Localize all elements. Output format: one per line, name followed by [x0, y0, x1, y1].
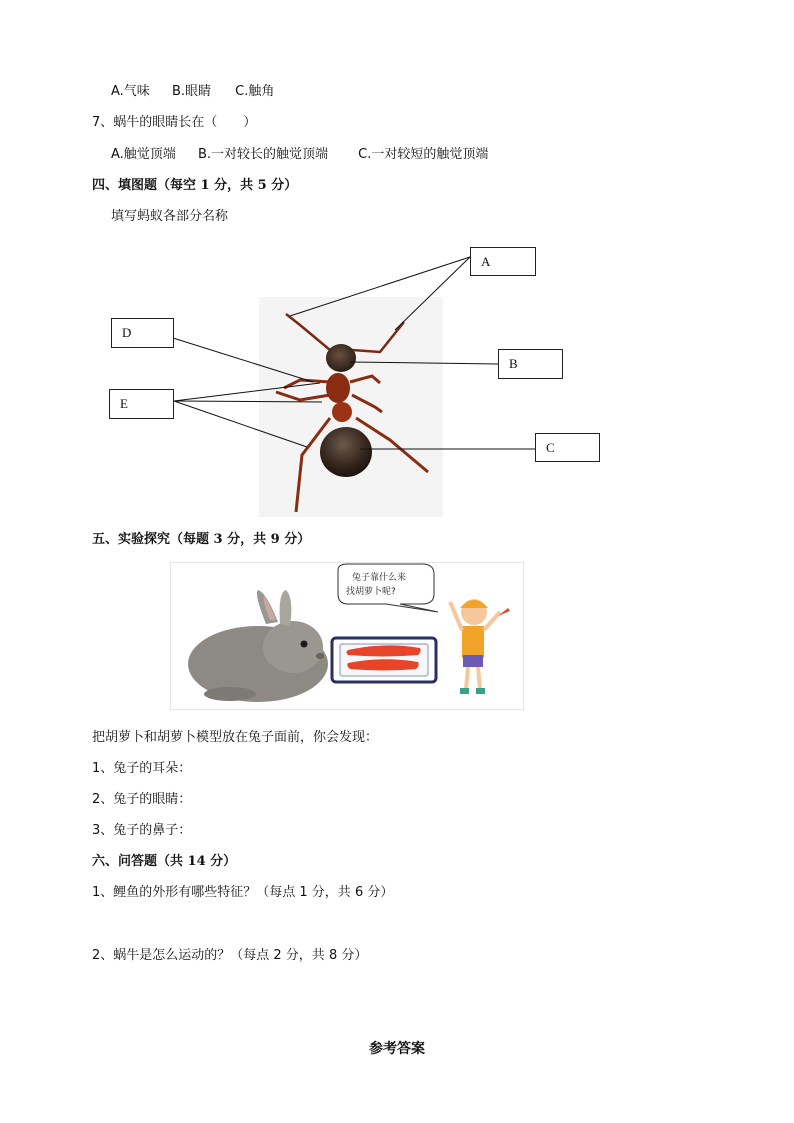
ant-photo-bg: [259, 297, 443, 517]
rabbit-carrot-illustration: [170, 562, 524, 710]
section5-title: 五、实验探究（每题 3 分，共 9 分）: [92, 532, 311, 547]
answers-title: 参考答案: [369, 1041, 425, 1057]
section6-title: 六、问答题（共 14 分）: [92, 854, 237, 869]
label-box-c[interactable]: C: [535, 433, 600, 462]
speech-line-1: 兔子靠什么来: [352, 573, 407, 583]
label-box-b[interactable]: B: [498, 349, 563, 379]
q6-option-a: A.气味: [111, 84, 150, 99]
q6-option-c: C.触角: [235, 84, 275, 99]
carrot-tray: [332, 638, 436, 682]
section5-item-ears: 1、兔子的耳朵：: [92, 761, 192, 776]
q7-option-b: B.一对较长的触觉顶端: [197, 147, 329, 162]
q7-question: 7、蜗牛的眼睛长在（ ）: [92, 115, 257, 130]
label-box-a[interactable]: A: [470, 247, 536, 276]
section5-item-nose: 3、兔子的鼻子：: [92, 823, 192, 838]
section5-item-eyes: 2、兔子的眼睛：: [92, 792, 192, 807]
label-box-e[interactable]: E: [109, 389, 174, 419]
section6-q1: 1、鲤鱼的外形有哪些特征？（每点 1 分，共 6 分）: [92, 885, 394, 900]
q6-option-b: B.眼睛: [171, 84, 212, 99]
q7-option-c: C.一对较短的触觉顶端: [358, 147, 489, 162]
speech-line-2: 找胡萝卜呢?: [346, 587, 396, 597]
section6-q2: 2、蜗牛是怎么运动的？（每点 2 分，共 8 分）: [92, 948, 368, 963]
section5-intro: 把胡萝卜和胡萝卜模型放在兔子面前，你会发现：: [92, 730, 379, 745]
label-box-d[interactable]: D: [111, 318, 174, 348]
section4-instruction: 填写蚂蚁各部分名称: [111, 209, 229, 224]
q7-option-a: A.触觉顶端: [111, 147, 176, 162]
section4-title: 四、填图题（每空 1 分，共 5 分）: [92, 178, 298, 193]
